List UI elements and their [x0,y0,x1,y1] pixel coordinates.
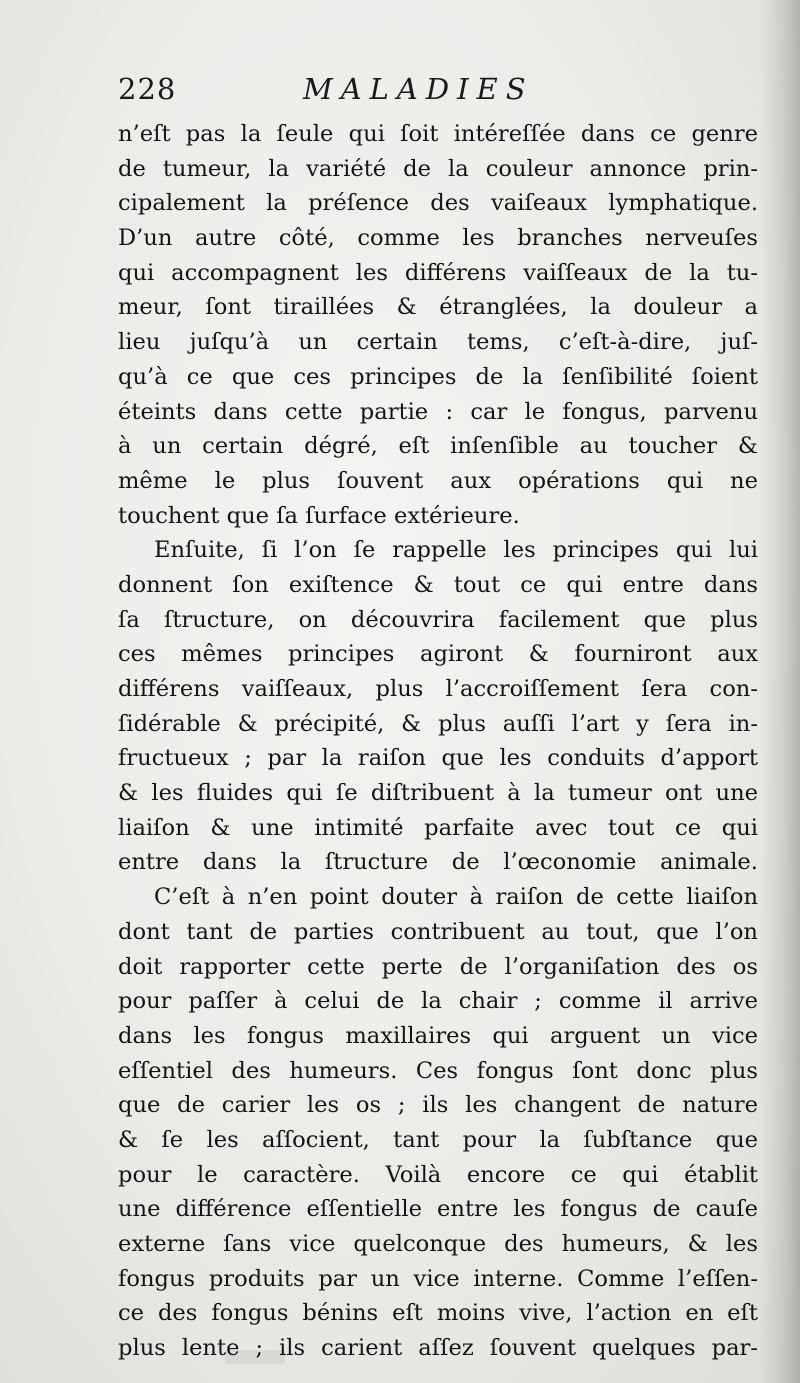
text-line: entre dans la ſtructure de l’œconomie animale. [118,849,758,876]
text-line: & les fluides qui ſe diſtribuent à la tumeur ont une [118,780,758,807]
paragraph-start-line: C’eſt à n’en point douter à raiſon de cette liaiſon [154,884,758,911]
text-line: fructueux ; par la raiſon que les conduits d’apport [118,745,758,772]
text-line: eſſentiel des humeurs. Ces fongus ſont donc plus [118,1057,758,1084]
text-line: pour paſſer à celui de la chair ; comme il arrive [118,988,758,1015]
body-text [118,117,758,1366]
text-line: donnent ſon exiſtence & tout ce qui entre dans [118,571,758,598]
text-line: lieu juſqu’à un certain tems, c’eſt-à-dire, juſ- [118,329,758,356]
text-line: doit rapporter cette perte de l’organiſation des os [118,953,758,980]
text-line: différens vaiſſeaux, plus l’accroiſſement ſera con- [118,676,758,702]
text-line: qu’à ce que ces principes de la ſenſibilité ſoient [118,363,758,390]
text-line: liaiſon & une intimité parfaite avec tout ce qui [118,814,758,841]
text-line: dans les fongus maxillaires qui arguent un vice [118,1022,758,1049]
text-line: ſa ſtructure, on découvrira facilement que plus [118,606,758,633]
page-number: 228 [118,72,177,106]
page-gutter-shadow [760,0,800,1383]
text-line: D’un autre côté, comme les branches nerveuſes [118,225,758,252]
text-line: que de carier les os ; ils les changent de nature [118,1092,758,1119]
paragraph-start-line: Enſuite, ſi l’on ſe rappelle les principes qui lui [154,537,758,564]
text-line: dont tant de parties contribuent au tout, que l’on [118,918,758,945]
page-header [118,72,758,112]
text-line: pour le caractère. Voilà encore ce qui établit [118,1161,758,1188]
text-line: fongus produits par un vice interne. Comme l’eſſen- [118,1265,758,1292]
text-line: une différence eſſentielle entre les fongus de cauſe [118,1196,758,1223]
text-line: plus lente ; ils carient aſſez ſouvent quelques par- [118,1335,758,1362]
text-line: même le plus ſouvent aux opérations qui ne [118,467,758,494]
text-line: à un certain dégré, eſt inſenſible au toucher & [118,433,758,460]
text-line: de tumeur, la variété de la couleur annonce prin- [118,155,758,182]
paper-smudge [225,1350,285,1364]
text-line: ce des fongus bénins eſt moins vive, l’action en eſt [118,1300,758,1327]
text-line: ſidérable & précipité, & plus auſſi l’art y ſera in- [118,710,758,737]
text-line: n’eſt pas la ſeule qui ſoit intéreſſée dans ce genre [118,121,758,147]
text-line: externe ſans vice quelconque des humeurs, & les [118,1231,758,1257]
text-line: ces mêmes principes agiront & fourniront aux [118,641,758,668]
running-head: MALADIES [303,72,534,106]
text-line: éteints dans cette partie : car le fongus, parvenu [118,398,758,425]
text-line: meur, ſont tiraillées & étranglées, la douleur a [118,294,758,321]
text-line: qui accompagnent les différens vaiſſeaux de la tu- [118,259,758,286]
text-line: & ſe les aſſocient, tant pour la ſubſtance que [118,1126,758,1153]
paragraph-end-line: touchent que ſa ſurface extérieure. [118,502,520,529]
text-line: cipalement la préſence des vaiſeaux lymphatique. [118,190,758,217]
